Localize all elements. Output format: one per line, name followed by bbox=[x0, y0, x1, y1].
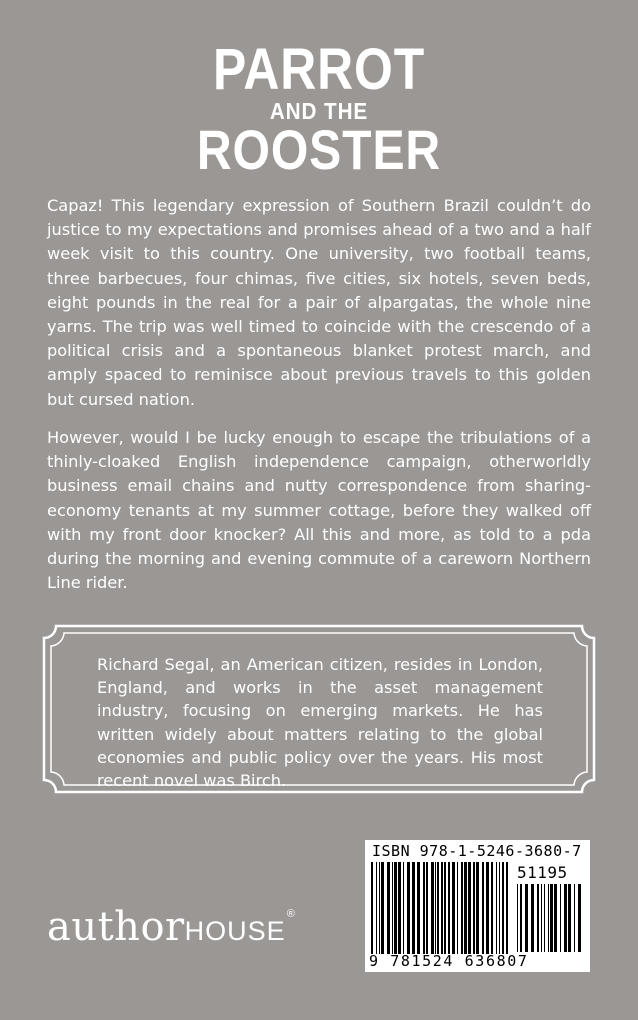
price-code: 51195 bbox=[517, 863, 568, 882]
barcode-bar bbox=[544, 884, 545, 952]
isbn-label: ISBN 978-1-5246-3680-7 bbox=[372, 842, 582, 860]
barcode-bar bbox=[379, 862, 380, 954]
barcode-bar bbox=[457, 862, 458, 954]
barcode-bar bbox=[461, 862, 463, 954]
book-title-line-2: AND THE bbox=[269, 98, 369, 124]
barcode-bar bbox=[407, 862, 410, 954]
ean-digits: 9 781524 636807 bbox=[369, 952, 529, 970]
barcode-bar bbox=[444, 862, 446, 954]
ean-barcode-bars bbox=[371, 862, 511, 954]
barcode-bar bbox=[578, 884, 581, 952]
isbn-barcode bbox=[365, 840, 590, 972]
barcode-bar bbox=[476, 862, 479, 954]
barcode-bar bbox=[468, 862, 471, 954]
barcode-bar bbox=[525, 884, 528, 952]
barcode-bar bbox=[541, 884, 542, 952]
barcode-bar bbox=[491, 862, 493, 954]
barcode-bar bbox=[426, 862, 428, 954]
registered-mark: ® bbox=[286, 908, 296, 920]
barcode-bar bbox=[412, 862, 415, 954]
barcode-bar bbox=[548, 884, 549, 952]
barcode-bar bbox=[496, 862, 497, 954]
barcode-bar bbox=[376, 862, 377, 954]
barcode-bar bbox=[486, 862, 489, 954]
barcode-bar bbox=[473, 862, 475, 954]
barcode-bar bbox=[564, 884, 567, 952]
barcode-bar bbox=[482, 862, 484, 954]
barcode-bar bbox=[568, 884, 571, 952]
barcode-bar bbox=[394, 862, 397, 954]
barcode-bar bbox=[392, 862, 393, 954]
barcode-bar bbox=[417, 862, 420, 954]
price-barcode-bars bbox=[517, 884, 587, 954]
barcode-bar bbox=[441, 862, 443, 954]
author-bio: Richard Segal, an American citizen, resides in London, England, and works in the asset management industry, focusing on emerging markets. He has written widely about matters relating to the global economies and public policy over the years. His most recent novel was Birch. bbox=[97, 655, 543, 791]
barcode-bar bbox=[403, 862, 404, 954]
barcode-bar bbox=[574, 884, 575, 952]
barcode-bar bbox=[437, 862, 439, 954]
publisher-logo-author: author bbox=[47, 904, 185, 950]
barcode-bar bbox=[502, 862, 504, 954]
barcode-bar bbox=[499, 862, 500, 954]
barcode-bar bbox=[531, 884, 534, 952]
barcode-bar bbox=[506, 862, 508, 954]
barcode-bar bbox=[464, 862, 467, 954]
barcode-bar bbox=[371, 862, 373, 954]
barcode-bar bbox=[452, 862, 455, 954]
barcode-bar bbox=[398, 862, 401, 954]
blurb-paragraph-2: However, would I be lucky enough to escape the tribulations of a thinly-cloaked English independence campaign, otherworldly business email chains and nutty correspondence from sharing-economy tenants at my summer cottage, before they walked off with my front door knocker? All this and more, as told to a pda during the morning and evening commute of a careworn Northern Line rider. bbox=[47, 428, 591, 593]
barcode-bar bbox=[550, 884, 553, 952]
barcode-bar bbox=[448, 862, 450, 954]
barcode-bar bbox=[517, 884, 518, 952]
barcode-bar bbox=[520, 884, 522, 952]
barcode-bar bbox=[537, 884, 539, 952]
publisher-logo-house: HOUSE bbox=[184, 916, 286, 946]
book-title-line-1: PARROT bbox=[212, 37, 426, 102]
barcode-bar bbox=[435, 862, 436, 954]
barcode-bar bbox=[431, 862, 434, 954]
publisher-logo bbox=[47, 904, 295, 950]
barcode-bar bbox=[387, 862, 390, 954]
barcode-bar bbox=[381, 862, 384, 954]
book-title-line-3: ROOSTER bbox=[196, 118, 442, 181]
barcode-bar bbox=[560, 884, 561, 952]
barcode-bar bbox=[554, 884, 557, 952]
blurb-paragraph-1: Capaz! This legendary expression of Southern Brazil couldn’t do justice to my expectations and promises ahead of a two and a half week visit to this country. One university, two football teams, three barbecues, four chimas, five cities, six hotels, seven beds, eight pounds in the real for a pair of alpargatas, the whole nine yarns. The trip was well timed to coincide with the crescendo of a political crisis and a spontaneous blanket protest march, and amply spaced to reminisce about previous travels to this golden but cursed nation. bbox=[47, 196, 591, 409]
barcode-bar bbox=[423, 862, 425, 954]
